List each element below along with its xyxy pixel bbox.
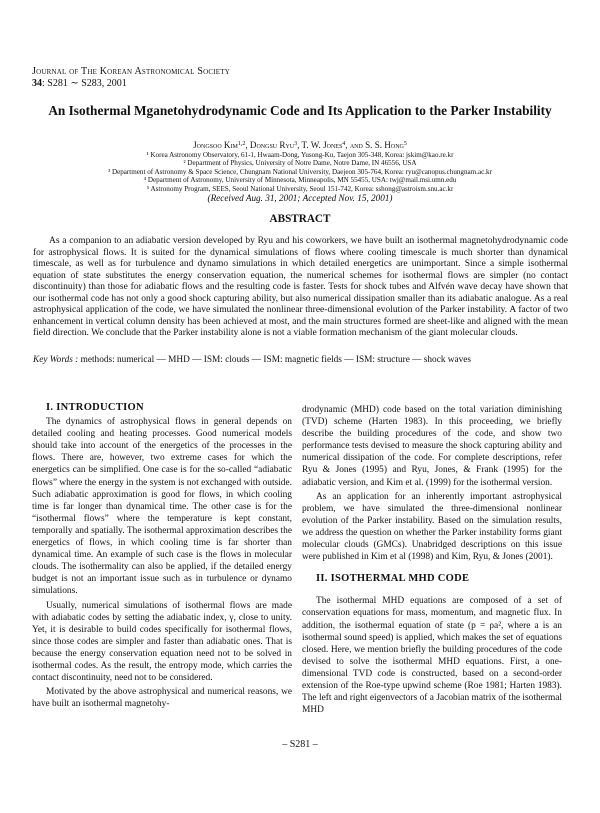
author-list: Jongsoo Kim$^{1,2}$, Dongsu Ryu$^3$, T. W. Jones$^4$, and S. S. Hong$^5$ bbox=[193, 140, 407, 150]
keywords bbox=[33, 355, 568, 367]
paragraph: Usually, numerical simulations of isothermal flows are made with adiabatic codes by setting the adiabatic index, γ, close to unity. Yet, it is desirable to build codes specifically for isothermal flows, since those codes are simpler and faster than adiabatic ones. That is because the energy conservation equation need not to be solved in isothermal codes. As the result, the entropy mode, which carries the contact discontinuity, need not to be considered. bbox=[32, 600, 292, 684]
author-affil-marker: 4 bbox=[342, 141, 346, 147]
left-column bbox=[32, 402, 292, 712]
affiliation: ⁵ Astronomy Program, SEES, Seoul National University, Seoul 151-742, Korea: sshong@astroism.snu.ac.kr bbox=[146, 184, 454, 193]
section-heading: I. INTRODUCTION bbox=[46, 402, 144, 413]
right-column bbox=[302, 404, 562, 718]
author-name: Jongsoo Kim bbox=[193, 140, 238, 150]
author-affil-marker: 3 bbox=[294, 141, 298, 147]
paragraph: The isothermal MHD equations are composed of a set of conservation equations for mass, momentum, and magnetic flux. In addition, the isothermal equation of state (p = ρa², where a is an isothermal sound speed) is applied, which makes the set of equations closed. Here, we mention briefly the building procedures of the code devised to solve the isothermal MHD equations. First, a one-dimensional TVD code is constructed, based on a second-order extension of the Roe-type upwind scheme (Roe 1981; Harten 1983). The left and right eigenvectors of a Jacobian matrix of the isothermal MHD bbox=[302, 596, 562, 716]
keywords-label: Key Words : bbox=[33, 355, 79, 365]
paper-title: An Isothermal Mganetohydrodynamic Code and Its Application to the Parker Instability bbox=[48, 103, 552, 118]
journal-header bbox=[32, 66, 230, 90]
received-dates: (Received Aug. 31, 2001; Accepted Nov. 15, 2001) bbox=[207, 193, 393, 204]
volume-number: 34 bbox=[32, 78, 42, 89]
journal-name: Journal of The Korean Astronomical Society bbox=[32, 66, 230, 77]
abstract-heading: ABSTRACT bbox=[269, 213, 331, 225]
paragraph: Motivated by the above astrophysical and numerical reasons, we have built an isothermal magnetohy- bbox=[32, 687, 292, 710]
page-range: : S281 ∼ S283, 2001 bbox=[42, 78, 127, 89]
page-number: – S281 – bbox=[282, 739, 318, 750]
author-affil-marker: 5 bbox=[403, 141, 407, 147]
paragraph: As an application for an inherently important astrophysical problem, we have simulated the three-dimensional nonlinear evolution of the Parker instability. Based on the simulation results, we address the question on whether the Parker instability forms giant molecular clouds (GMCs). Unabridged descriptions on this issue were published in Kim et al (1998) and Kim, Ryu, & Jones (2001). bbox=[302, 491, 562, 563]
author-name: and S. S. Hong bbox=[349, 140, 404, 150]
paragraph: drodynamic (MHD) code based on the total variation diminishing (TVD) scheme (Harten 1983). In this proceeding, we briefly describe the building procedures of the code, and show two performance tests devised to measure the shock capturing ability and numerical dissipation of the code. For complete descriptions, refer Ryu & Jones (1995) and Ryu, Jones, & Frank (1995) for the adiabatic version, and Kim et al. (1999) for the isothermal version. bbox=[302, 405, 562, 488]
journal-volume-line bbox=[32, 78, 230, 90]
author-name: Dongsu Ryu bbox=[249, 140, 295, 150]
affiliation: ² Department of Physics, University of Notre Dame, Notre Dame, IN 46556, USA bbox=[183, 159, 417, 168]
abstract-text: As a companion to an adiabatic version developed by Ryu and his coworkers, we have built an isothermal magnetohydrodynamic code for astrophysical flows. It is suited for the dynamical simulations of flows where cooling timescale is much shorter than dynamical timescale, as well as for turbulence and dynamo simulations in which detailed energetics are unimportant. Since a simple isothermal equation of state substitutes the energy conservation equation, the numerical schemes for isothermal flows are simpler (no contact discontinuity) than those for adiabatic flows and the resulting code is faster. Tests for shock tubes and Alfvén wave decay have shown that our isothermal code has not only a good shock capturing ability, but also numerical dissipation smaller than its adiabatic analogue. As a real astrophysical application of the code, we have simulated the nonlinear three-dimensional evolution of the Parker instability. A factor of two enhancement in vertical column density has been achieved at most, and the main structures formed are sheet-like and aligned with the mean field direction. We conclude that the Parker instability alone is not a viable formation mechanism of the giant molecular clouds. bbox=[33, 236, 568, 339]
affiliation: ⁴ Department of Astronomy, University of Minnesota, Minneapolis, MN 55455, USA: twj@mail.msi.umn.edu bbox=[143, 176, 457, 185]
author-affil-marker: 1,2 bbox=[237, 141, 246, 147]
authors-block bbox=[20, 140, 580, 204]
section-heading: II. ISOTHERMAL MHD CODE bbox=[316, 573, 470, 585]
paragraph: The dynamics of astrophysical flows in general depends on detailed cooling and heating processes. Good numerical models should take into account of the energetics of the processes in the flows. There are, however, two extreme cases for which the energetics can be simplified. One case is for the so-called “adiabatic flows” where the energy in the system is not exchanged with outside. Such adiabatic approximation is good for flows, in which cooling time is far longer than dynamical time. The other case is for the “isothermal flows” where the temperature is kept constant, temporally and spatially. The isothermal approximation describes the energetics of flows, in which cooling time is far shorter than dynamical time. An example of such case is the flows in molecular clouds. The isothermality can also be applied, if the detailed energy budget is not an important issue such as in turbulence or dynamo simulations. bbox=[32, 417, 292, 597]
author-name: T. W. Jones bbox=[301, 140, 343, 150]
keywords-text: methods: numerical — MHD — ISM: clouds — ISM: magnetic fields — ISM: structure — shock waves bbox=[80, 355, 472, 365]
affiliation: ³ Department of Astronomy & Space Science, Chungnam National University, Daejeon 305-764, Korea: ryu@canopus.chungnam.ac.kr bbox=[108, 167, 492, 176]
affiliation: ¹ Korea Astronomy Observatory, 61-1, Hwaam-Dong, Yusong-Ku, Taejon 305-348, Korea: jskim@kao.re.kr bbox=[146, 151, 454, 159]
